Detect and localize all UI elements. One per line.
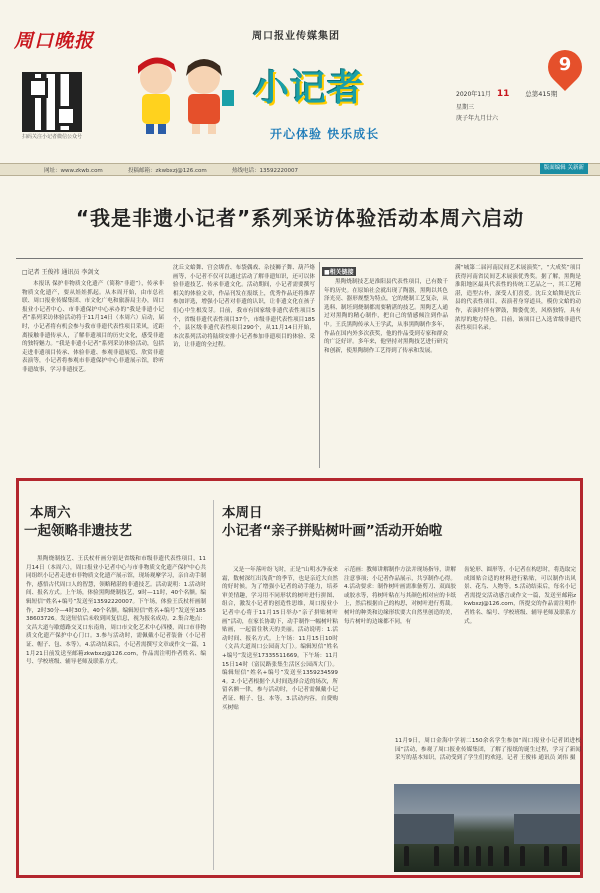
info-bar (0, 163, 600, 176)
photo-person (454, 846, 459, 866)
left-body: 黑陶烧制技艺、王氏杖杆画分别是省级和市级非遗代表性项目，11月14日（本周六），周口报业小记者中心与市非物质文化遗产保护中心共同组织小记者走进市非物质文化遗产展示馆，现场观摩学习，亲自动手制作，感悟古代周口人的智慧，领略精湛的非遗技艺。活动说明：1.活动时间、报名方式。上午场，体验黑陶烧制技艺，9时—11时，40个名额。编辑短信“姓名+编号”发送至13592220007。下午场，体验王氏杖杆画制作，2时30分—4时30分，40个名额。编辑短信“姓名+编号”发送至18538603726。发送短信后未收到回复信息，视为报名成功。2.集合地点：文昌大道与歇德路交叉口东南角，周口市文化艺术中心四楼，周口市非物质文化遗产保护中心门口。3.参与活动时，需佩戴小记者装备（小记者证、帽子、包、本等）。4.活动结束后，小记者需撰写文章或作文一篇，11月21日前发送至邮箱zkwbxzj@126.com，作品需注明作者姓名、编号、学校班级、辅导老师及联系方式。 (26, 556, 206, 666)
page-number: 9 (558, 54, 572, 75)
date-year: 2020年11月 (456, 91, 491, 98)
qr-code-icon[interactable] (22, 72, 82, 132)
photo-person (434, 846, 439, 866)
photo-person (562, 846, 567, 866)
photo-person (544, 846, 549, 866)
article-col-1: 本报讯 保护非物质文化遗产（简称“非遗”），传承非物质文化遗产，要从娃娃抓起。从本周开始，由市总社联、周口报业传媒集团、市文化广电和旅游局主办，周口报业小记者中心、市非遗保护中心承办的“我是非遗小记者”系列采访体验活动将于11月14日（本周六）启动，届时，小记者将有机会参与我市非遗代表性项目采风，近距离接触非遗传承人，了解非遗项目的历史文化，感受非遗的独特魅力。“我是非遗小记者”系列采访体验活动，包括走进非遗项目传承、体验非遗、参观非遗展览、欣赏非遗表演等，小记者将参观市非遗保护中心非遗展示馆，聆听非遗故事，学习非遗技艺。 (22, 281, 164, 373)
date-day: 11 (496, 89, 510, 99)
photo-person (520, 846, 525, 866)
article-col-2: 沈丘文蛤舞、宫会绑香、布袋偶戏、杂技狮子舞、葫芦烙画等，小记者不仅可以通过活动了解非遗知识，还可以体验非遗技艺、传承非遗文化。活动期间，小记者需要撰写相关的体验文章，作品刊发在报纸上，优秀作品还将推荐参加评选，增强小记者对非遗的认识，让非遗文化在孩子们心中生根发芽。目前，我市有国家级非遗代表性项目5个，省级非遗代表性项目37个，市级非遗代表性项目185个，县区级非遗代表性项目290个，从11月14日开始，本次系列活动将陆续安排小记者参加非遗项目的体验、采访，让非遗的全过程。 (173, 265, 315, 349)
lunar-date: 庚子年九月廿六 (456, 115, 499, 122)
byline: □记者 王俊祎 通讯员 李剑文 (22, 269, 100, 276)
photo-person (488, 846, 493, 866)
photo-building-right (514, 814, 580, 844)
photo-person (404, 846, 409, 866)
right-heading-1: 本周日 (222, 505, 263, 521)
weekday: 星期三 (456, 104, 475, 111)
issue-number: 总第415期 (525, 90, 558, 98)
masthead-title: 小记者 (253, 68, 365, 109)
right-heading-2: 小记者“亲子拼贴树叶画”活动开始啦 (222, 523, 443, 539)
divider (16, 258, 583, 259)
right-col-c: 齿轮形、圆形等，小记者在构思时，将选取完成图贴合适的材料进行粘贴，可以制作出风景、花鸟、人物等。5.活动结束后，每名小记者需提交活动感言或作文一篇，发送至邮箱zkwbxzj@126.com，所提交的作品需注明作者姓名、编号、学校班级、辅导老师及联系方式。 (464, 567, 576, 625)
column-divider (319, 262, 320, 468)
website[interactable]: 网址：www.zkwb.com (44, 168, 103, 174)
right-col-a: 又是一年落叶纷飞时，正是“山明水净夜来霜，数树深红出浅黄”的季节，也是亲近大自然的好时候。为了增强小记者的动手能力，培养审美情趣，学习用不同形状的树叶进行拼图、组合，激发小记者的创造性思维，周口报业小记者中心将于11月15日举办“亲子拼贴树叶画”活动，在家长协助下，动手制作一幅树叶粘贴画，一起留住秋天的美丽。活动说明：1.活动时间、报名方式。上午场：11月15日10时（文昌大道周口公园南大门）。编辑短信“姓名+编号”发送至17335511669。下午场：11月15日14时（富民路张集生活区公园西大门）。编辑短信“姓名+编号”发送至13592345994。2.小记者根据个人时间选择合适的场次，所留名额一律，参与活动时，小记者需佩戴小记者证、帽子、包、本等。3.活动内容。自费购买树贴 (222, 567, 338, 711)
related-link-tag: ■相关链接 (324, 269, 354, 276)
contribute-email[interactable]: 投稿邮箱：zkwbxzj@126.com (128, 168, 207, 174)
photo-person (476, 846, 481, 866)
editor-tag: 版面编辑 关新新 (540, 163, 588, 174)
left-heading-1: 本周六 (30, 505, 71, 521)
right-col-b: 示范画：教师讲解制作方法并现场指导，讲解注意事项；小记者作品展示，共享制作心得。4.活动要求：制作树叶画需准备剪刀、双面胶或胶水等，将树叶粘在与其颜色相对应的卡纸上，然后根据自己的构思，对树叶进行剪裁。树叶的种类和边缘形状要大自然里创造的美，每片树叶的边缘都不同，有 (344, 567, 456, 625)
page-headline: “我是非遗小记者”系列采访体验活动本周六启动 (75, 206, 525, 230)
related-col-2: 满“城第二届河南民间艺术展演奖”，“大成奖”项目获得河南省民间艺术展演优秀奖。据了解，黑陶是淮阳地区最具代表性的传统工艺品之一，其工艺精湛，造型古朴，深受人们喜爱。沈丘文蛤舞是沈丘县的代表性项目，表演者身穿道具，模仿文蛤的动作，表演时伴有锣鼓，舞姿优美，风格独特，具有浓厚的地方特色。目前，该项目已入选省级非遗代表性项目名录。 (455, 265, 581, 332)
photo-person (464, 846, 469, 866)
hotline: 热线电话：13592220007 (232, 168, 298, 174)
date-block (456, 89, 557, 122)
kids-illustration (124, 52, 242, 136)
box-divider (213, 500, 214, 870)
qr-caption: 扫码关注小记者微信公众号 (21, 134, 82, 140)
left-heading-2: 一起领略非遗技艺 (24, 523, 132, 539)
photo-building-left (394, 814, 454, 844)
photo-caption: 11月9日，周口金海中学初二150余名学生参加“周口报业小记者团进校园”活动，参观了周口报业传媒集团，了解了报纸的诞生过程，学习了新闻采写的基本知识，活动受到了学生们的欢迎。记者 王俊祎 通讯员 刘伟 摄 (395, 738, 581, 762)
paper-logo: 周口晚报 (14, 30, 95, 52)
event-photo (394, 784, 580, 872)
photo-person (504, 846, 509, 866)
group-name: 周口报业传媒集团 (252, 31, 340, 42)
slogan: 开心体验 快乐成长 (270, 127, 380, 141)
related-col-1: 黑陶烧制技艺是淮阳县代表性项目，已有数千年的历史。在原始社会就出现了陶器，黑陶以其色泽光亮、器形规整为特点，它的烧制工艺复杂，从选料、制坯到烧制都需要精湛的技艺。黑陶艺人通过对黑陶的精心制作，把自己的情感倾注到作品中。王氏黑陶传承人王学武，从事黑陶制作多年，作品在国内外多次获奖，他的作品受到专家和群众的广泛好评。多年来，他坚持对黑陶技艺进行研究和创新，使黑陶制作工艺得到了传承和发展。 (324, 279, 448, 354)
